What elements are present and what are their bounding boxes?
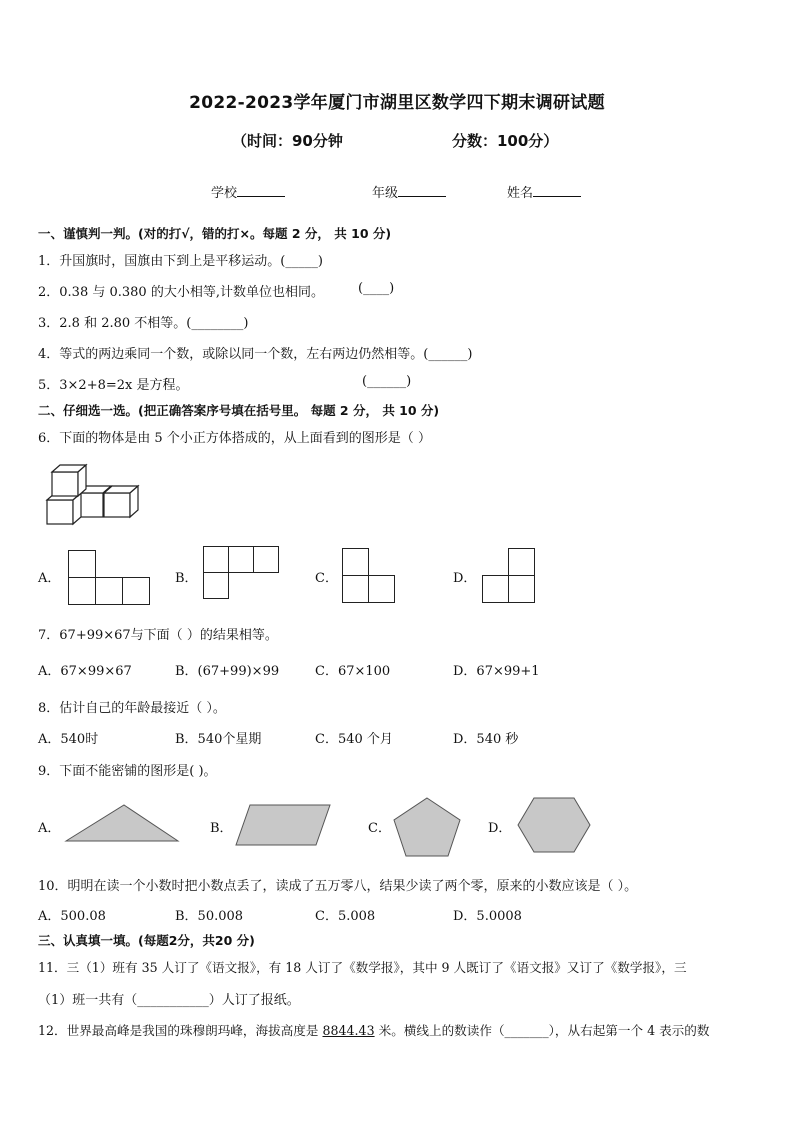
parallelogram-shape (236, 803, 332, 847)
q7-option-d[interactable]: D．67×99+1 (453, 664, 540, 679)
q9-option-a[interactable]: A． (38, 821, 61, 836)
q9-option-b[interactable]: B． (210, 821, 233, 836)
underlined-number: 8844.43 (322, 1023, 375, 1038)
question-4: 4．等式的两边乘同一个数，或除以同一个数，左右两边仍然相等。(______) (38, 347, 473, 362)
question-11-line-2: （1）班一共有（___________）人订了报纸。 (38, 993, 300, 1008)
q7-option-a[interactable]: A．67×99×67 (38, 664, 132, 679)
question-2: 2．0.38 与 0.380 的大小相等,计数单位也相同。 (38, 285, 324, 300)
question-3: 3．2.8 和 2.80 不相等。(________) (38, 316, 249, 331)
q6-option-d-shape (482, 548, 542, 604)
q8-option-a[interactable]: A．540时 (38, 732, 99, 747)
question-10: 10．明明在读一个小数时把小数点丢了，读成了五万零八，结果少读了两个零，原来的小数应该是（ ）。 (38, 879, 638, 894)
q6-option-b[interactable]: B． (175, 571, 198, 586)
q6-option-c[interactable]: C． (315, 571, 338, 586)
q6-option-a[interactable]: A． (38, 571, 61, 586)
q8-option-b[interactable]: B．540个星期 (175, 732, 262, 747)
grade-field[interactable]: 年级 (372, 182, 446, 201)
q9-option-c[interactable]: C． (368, 821, 391, 836)
school-field[interactable]: 学校 (211, 182, 285, 201)
q10-option-d[interactable]: D．5.0008 (453, 909, 522, 924)
question-6: 6．下面的物体是由 5 个小正方体搭成的，从上面看到的图形是（ ） (38, 431, 431, 446)
hexagon-shape (516, 796, 592, 854)
q6-option-a-shape (68, 550, 152, 606)
question-5: 5．3×2+8=2x 是方程。 (38, 378, 189, 393)
question-11-line-1: 11．三（1）班有 35 人订了《语文报》，有 18 人订了《数学报》，其中 9 人既订了《语文报》又订了《数学报》，三 (38, 960, 687, 975)
q10-option-c[interactable]: C．5.008 (315, 909, 376, 924)
exam-time: （时间：90分钟 (232, 132, 343, 150)
pentagon-shape (392, 796, 462, 858)
q6-option-c-shape (342, 548, 402, 604)
q6-option-b-shape (203, 546, 287, 602)
q7-option-b[interactable]: B．(67+99)×99 (175, 664, 280, 679)
question-7: 7．67+99×67与下面（ ）的结果相等。 (38, 628, 278, 643)
cube-figure (44, 462, 144, 532)
q7-option-c[interactable]: C．67×100 (315, 664, 391, 679)
section-2-heading: 二、仔细选一选。(把正确答案序号填在括号里。 每题 2 分， 共 10 分) (38, 403, 440, 418)
q8-option-d[interactable]: D．540 秒 (453, 732, 519, 747)
exam-score: 分数：100分） (452, 132, 559, 150)
question-5-answer[interactable]: (______) (362, 374, 412, 389)
triangle-shape (64, 803, 180, 843)
q8-option-c[interactable]: C．540 个月 (315, 732, 393, 747)
question-12: 12．世界最高峰是我国的珠穆朗玛峰，海拔高度是 8844.43 米。横线上的数读作（_______），从右起第一个 4 表示的数 (38, 1023, 710, 1038)
name-field[interactable]: 姓名 (507, 182, 581, 201)
q6-option-d[interactable]: D． (453, 571, 477, 586)
page-title: 2022-2023学年厦门市湖里区数学四下期末调研试题 (189, 93, 605, 113)
question-9: 9．下面不能密铺的图形是( )。 (38, 764, 217, 779)
q10-option-b[interactable]: B．50.008 (175, 909, 244, 924)
q10-option-a[interactable]: A．500.08 (38, 909, 106, 924)
question-2-answer[interactable]: (____) (358, 281, 395, 296)
section-1-heading: 一、谨慎判一判。(对的打√，错的打×。每题 2 分， 共 10 分) (38, 226, 392, 241)
question-1: 1．升国旗时，国旗由下到上是平移运动。(_____) (38, 254, 323, 269)
question-8: 8．估计自己的年龄最接近（ ）。 (38, 701, 226, 716)
q9-option-d[interactable]: D． (488, 821, 512, 836)
section-3-heading: 三、认真填一填。(每题2分，共20 分) (38, 933, 255, 948)
